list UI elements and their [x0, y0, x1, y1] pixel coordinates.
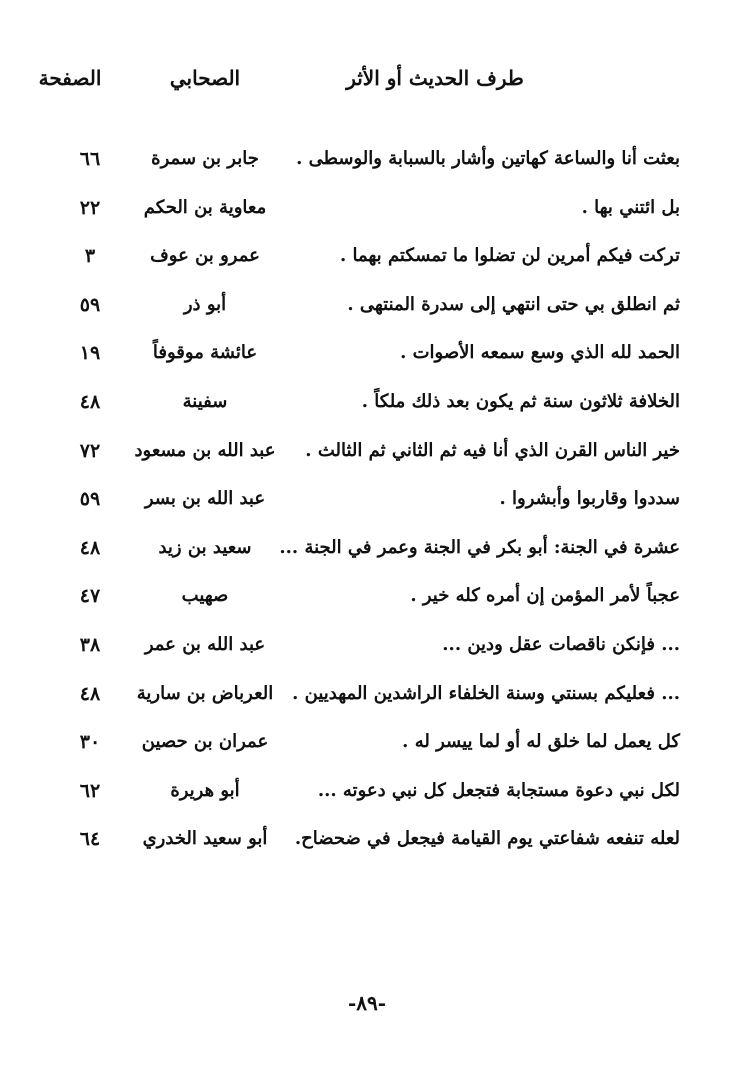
table-row [40, 380, 700, 429]
index-table [40, 137, 700, 866]
companion-name: العرباض بن سارية [136, 682, 274, 704]
companion-name: عبد الله بن مسعود [134, 439, 276, 461]
companion-name: معاوية بن الحكم [143, 196, 267, 218]
companion-name: عمرو بن عوف [150, 245, 260, 267]
page-ref: ٣ [84, 245, 96, 268]
hadith-text: ثم انطلق بي حتى انتهي إلى سدرة المنتهى . [347, 293, 680, 315]
header-hadith-text: طرف الحديث أو الأثر [346, 66, 524, 90]
table-row [40, 234, 700, 283]
table-row [40, 672, 700, 721]
companion-name: عمران بن حصين [141, 731, 269, 753]
page-ref: ٢٢ [79, 196, 101, 219]
page-ref: ٣٠ [79, 731, 101, 754]
hadith-text: لكل نبي دعوة مستجابة فتجعل كل نبي دعوته ... [317, 779, 680, 801]
header-page: الصفحة [38, 66, 102, 90]
page-ref: ٦٤ [79, 828, 101, 851]
page-ref: ٤٨ [79, 390, 101, 413]
table-row [40, 720, 700, 769]
hadith-text: ... فعليكم بسنتي وسنة الخلفاء الراشدين المهديين . [292, 682, 680, 704]
table-row [40, 186, 700, 235]
hadith-text: عشرة في الجنة: أبو بكر في الجنة وعمر في الجنة ... [279, 536, 680, 558]
page-ref: ١٩ [79, 342, 101, 365]
page-ref: ٤٧ [79, 585, 101, 608]
hadith-text: ... فإنكن ناقصات عقل ودين ... [442, 633, 680, 655]
page-ref: ٤٨ [79, 682, 101, 705]
page-ref: ٧٢ [79, 439, 101, 462]
companion-name: جابر بن سمرة [151, 148, 259, 169]
table-row [40, 769, 700, 818]
hadith-text: تركت فيكم أمرين لن تضلوا ما تمسكتم بهما . [339, 245, 680, 267]
page-number: -٨٩- [347, 991, 387, 1015]
companion-name: أبو ذر [183, 293, 227, 315]
hadith-text: سددوا وقاربوا وأبشروا . [499, 488, 680, 510]
companion-name: صهيب [181, 585, 229, 607]
table-row [40, 429, 700, 478]
companion-name: أبو هريرة [170, 779, 240, 801]
companion-name: سعيد بن زيد [158, 536, 252, 558]
page-ref: ٥٩ [79, 488, 101, 511]
page-ref: ٦٦ [79, 148, 101, 170]
page-ref: ٦٢ [79, 779, 101, 802]
table-row [40, 817, 700, 866]
table-row [40, 526, 700, 575]
table-row [40, 623, 700, 672]
hadith-text: الحمد لله الذي وسع سمعه الأصوات . [400, 342, 680, 364]
companion-name: عائشة موقوفاً [152, 342, 258, 364]
table-row [40, 477, 700, 526]
table-row [40, 331, 700, 380]
table-row [40, 283, 700, 332]
table-header [40, 58, 700, 98]
page-ref: ٥٩ [79, 293, 101, 316]
header-companion: الصحابي [169, 66, 241, 90]
hadith-text: خير الناس القرن الذي أنا فيه ثم الثاني ثم الثالث . [305, 439, 680, 461]
hadith-text: الخلافة ثلاثون سنة ثم يكون بعد ذلك ملكاً . [361, 390, 680, 412]
table-row [40, 574, 700, 623]
companion-name: أبو سعيد الخدري [142, 828, 268, 850]
companion-name: عبد الله بن بسر [144, 488, 266, 510]
page-ref: ٣٨ [79, 633, 101, 656]
hadith-text: بل ائتني بها . [581, 196, 680, 218]
hadith-text: بعثت أنا والساعة كهاتين وأشار بالسبابة والوسطى . [296, 148, 680, 169]
hadith-text: عجباً لأمر المؤمن إن أمره كله خير . [410, 585, 680, 607]
page-ref: ٤٨ [79, 536, 101, 559]
hadith-text: كل يعمل لما خلق له أو لما ييسر له . [402, 731, 680, 753]
companion-name: عبد الله بن عمر [144, 633, 266, 655]
hadith-text: لعله تنفعه شفاعتي يوم القيامة فيجعل في ضحضاح. [294, 828, 680, 850]
companion-name: سفينة [182, 390, 228, 412]
table-row [40, 137, 700, 186]
